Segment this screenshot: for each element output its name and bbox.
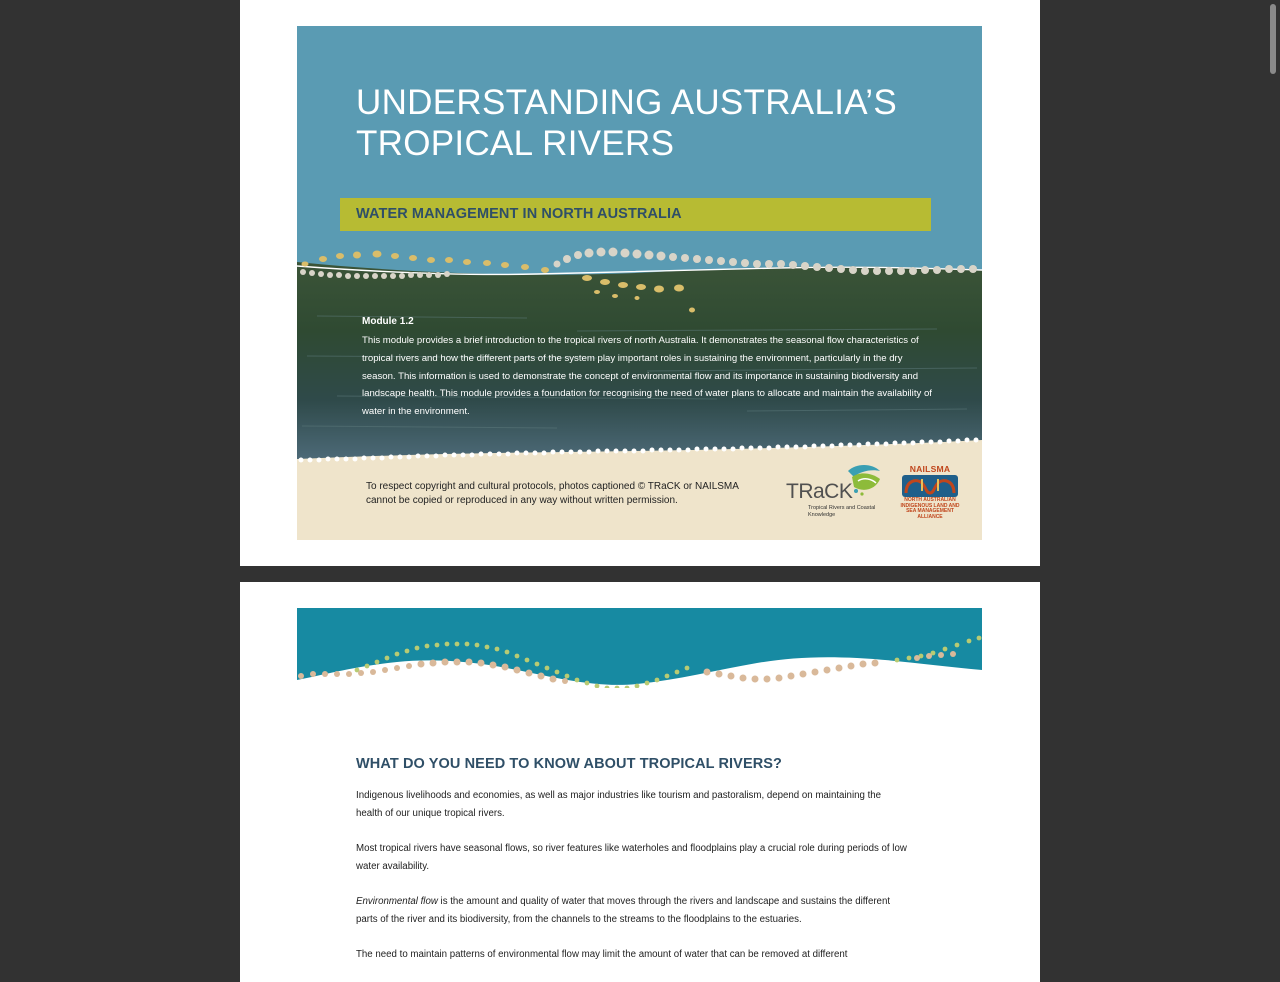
nailsma-emblem-icon bbox=[902, 475, 958, 497]
track-logo-word: TRaCK bbox=[786, 480, 853, 503]
document-page-2 bbox=[240, 582, 1040, 982]
document-page-1 bbox=[240, 0, 1040, 566]
vertical-scrollbar[interactable] bbox=[1266, 0, 1280, 960]
paragraph-livelihoods: Indigenous livelihoods and economies, as well as major industries like tourism and pastoralism, depend on maintaining the health of our unique tropical rivers. bbox=[356, 790, 882, 819]
page-2-heading: WHAT DO YOU NEED TO KNOW ABOUT TROPICAL RIVERS? bbox=[356, 756, 783, 772]
module-label: Module 1.2 bbox=[362, 316, 414, 327]
banner-teal-wave bbox=[297, 608, 982, 685]
paragraph-seasonal-flows: Most tropical rivers have seasonal flows, so river features like waterholes and floodplains play a crucial role during periods of low water availability. bbox=[356, 843, 907, 872]
module-description: This module provides a brief introduction to the tropical rivers of north Australia. It demonstrates the seasonal flow characteristics of tropical rivers and how the different parts of the system play important roles in sustaining the environment, particularly in the dry season. This information is used to demonstrate the concept of environmental flow and its importance in sustaining biodiversity and landscape health. This module provides a foundation for recognising the need of water plans to allocate and maintain the availability of water in the environment. bbox=[362, 335, 932, 418]
scrollbar-thumb[interactable] bbox=[1270, 4, 1276, 74]
term-environmental-flow: Environmental flow bbox=[356, 896, 438, 907]
cover-title-line-2: TROPICAL RIVERS bbox=[356, 124, 675, 163]
cover bbox=[297, 26, 982, 540]
cover-subtitle: WATER MANAGEMENT IN NORTH AUSTRALIA bbox=[356, 206, 682, 222]
paragraph-environmental-flow-text: is the amount and quality of water that moves through the rivers and landscape and sustains the different parts of the river and its biodiversity, from the channels to the streams to the floodplains to the estuaries. bbox=[356, 896, 891, 925]
track-emblem-icon bbox=[842, 463, 886, 497]
cover-title bbox=[356, 82, 897, 164]
track-logo-subtitle: Tropical Rivers and Coastal Knowledge bbox=[808, 505, 876, 518]
nailsma-logo-subtitle: NORTH AUSTRALIAN INDIGENOUS LAND AND SEA MANAGEMENT ALLIANCE bbox=[900, 497, 960, 520]
copyright-notice: To respect copyright and cultural protocols, photos captioned © TRaCK or NAILSMA cannot be copied or reproduced in any way without written permission. bbox=[366, 481, 739, 506]
nailsma-logo-name: NAILSMA bbox=[909, 464, 951, 474]
page-2-banner bbox=[297, 608, 982, 688]
nailsma-logo bbox=[899, 464, 961, 528]
paragraph-environmental-flow bbox=[356, 893, 908, 929]
cover-title-line-1: UNDERSTANDING AUSTRALIA’S bbox=[356, 83, 898, 122]
subtitle-bar bbox=[340, 198, 931, 231]
track-logo bbox=[786, 463, 886, 525]
paragraph-flow-patterns: The need to maintain patterns of environmental flow may limit the amount of water that can be removed at different bbox=[356, 949, 848, 960]
